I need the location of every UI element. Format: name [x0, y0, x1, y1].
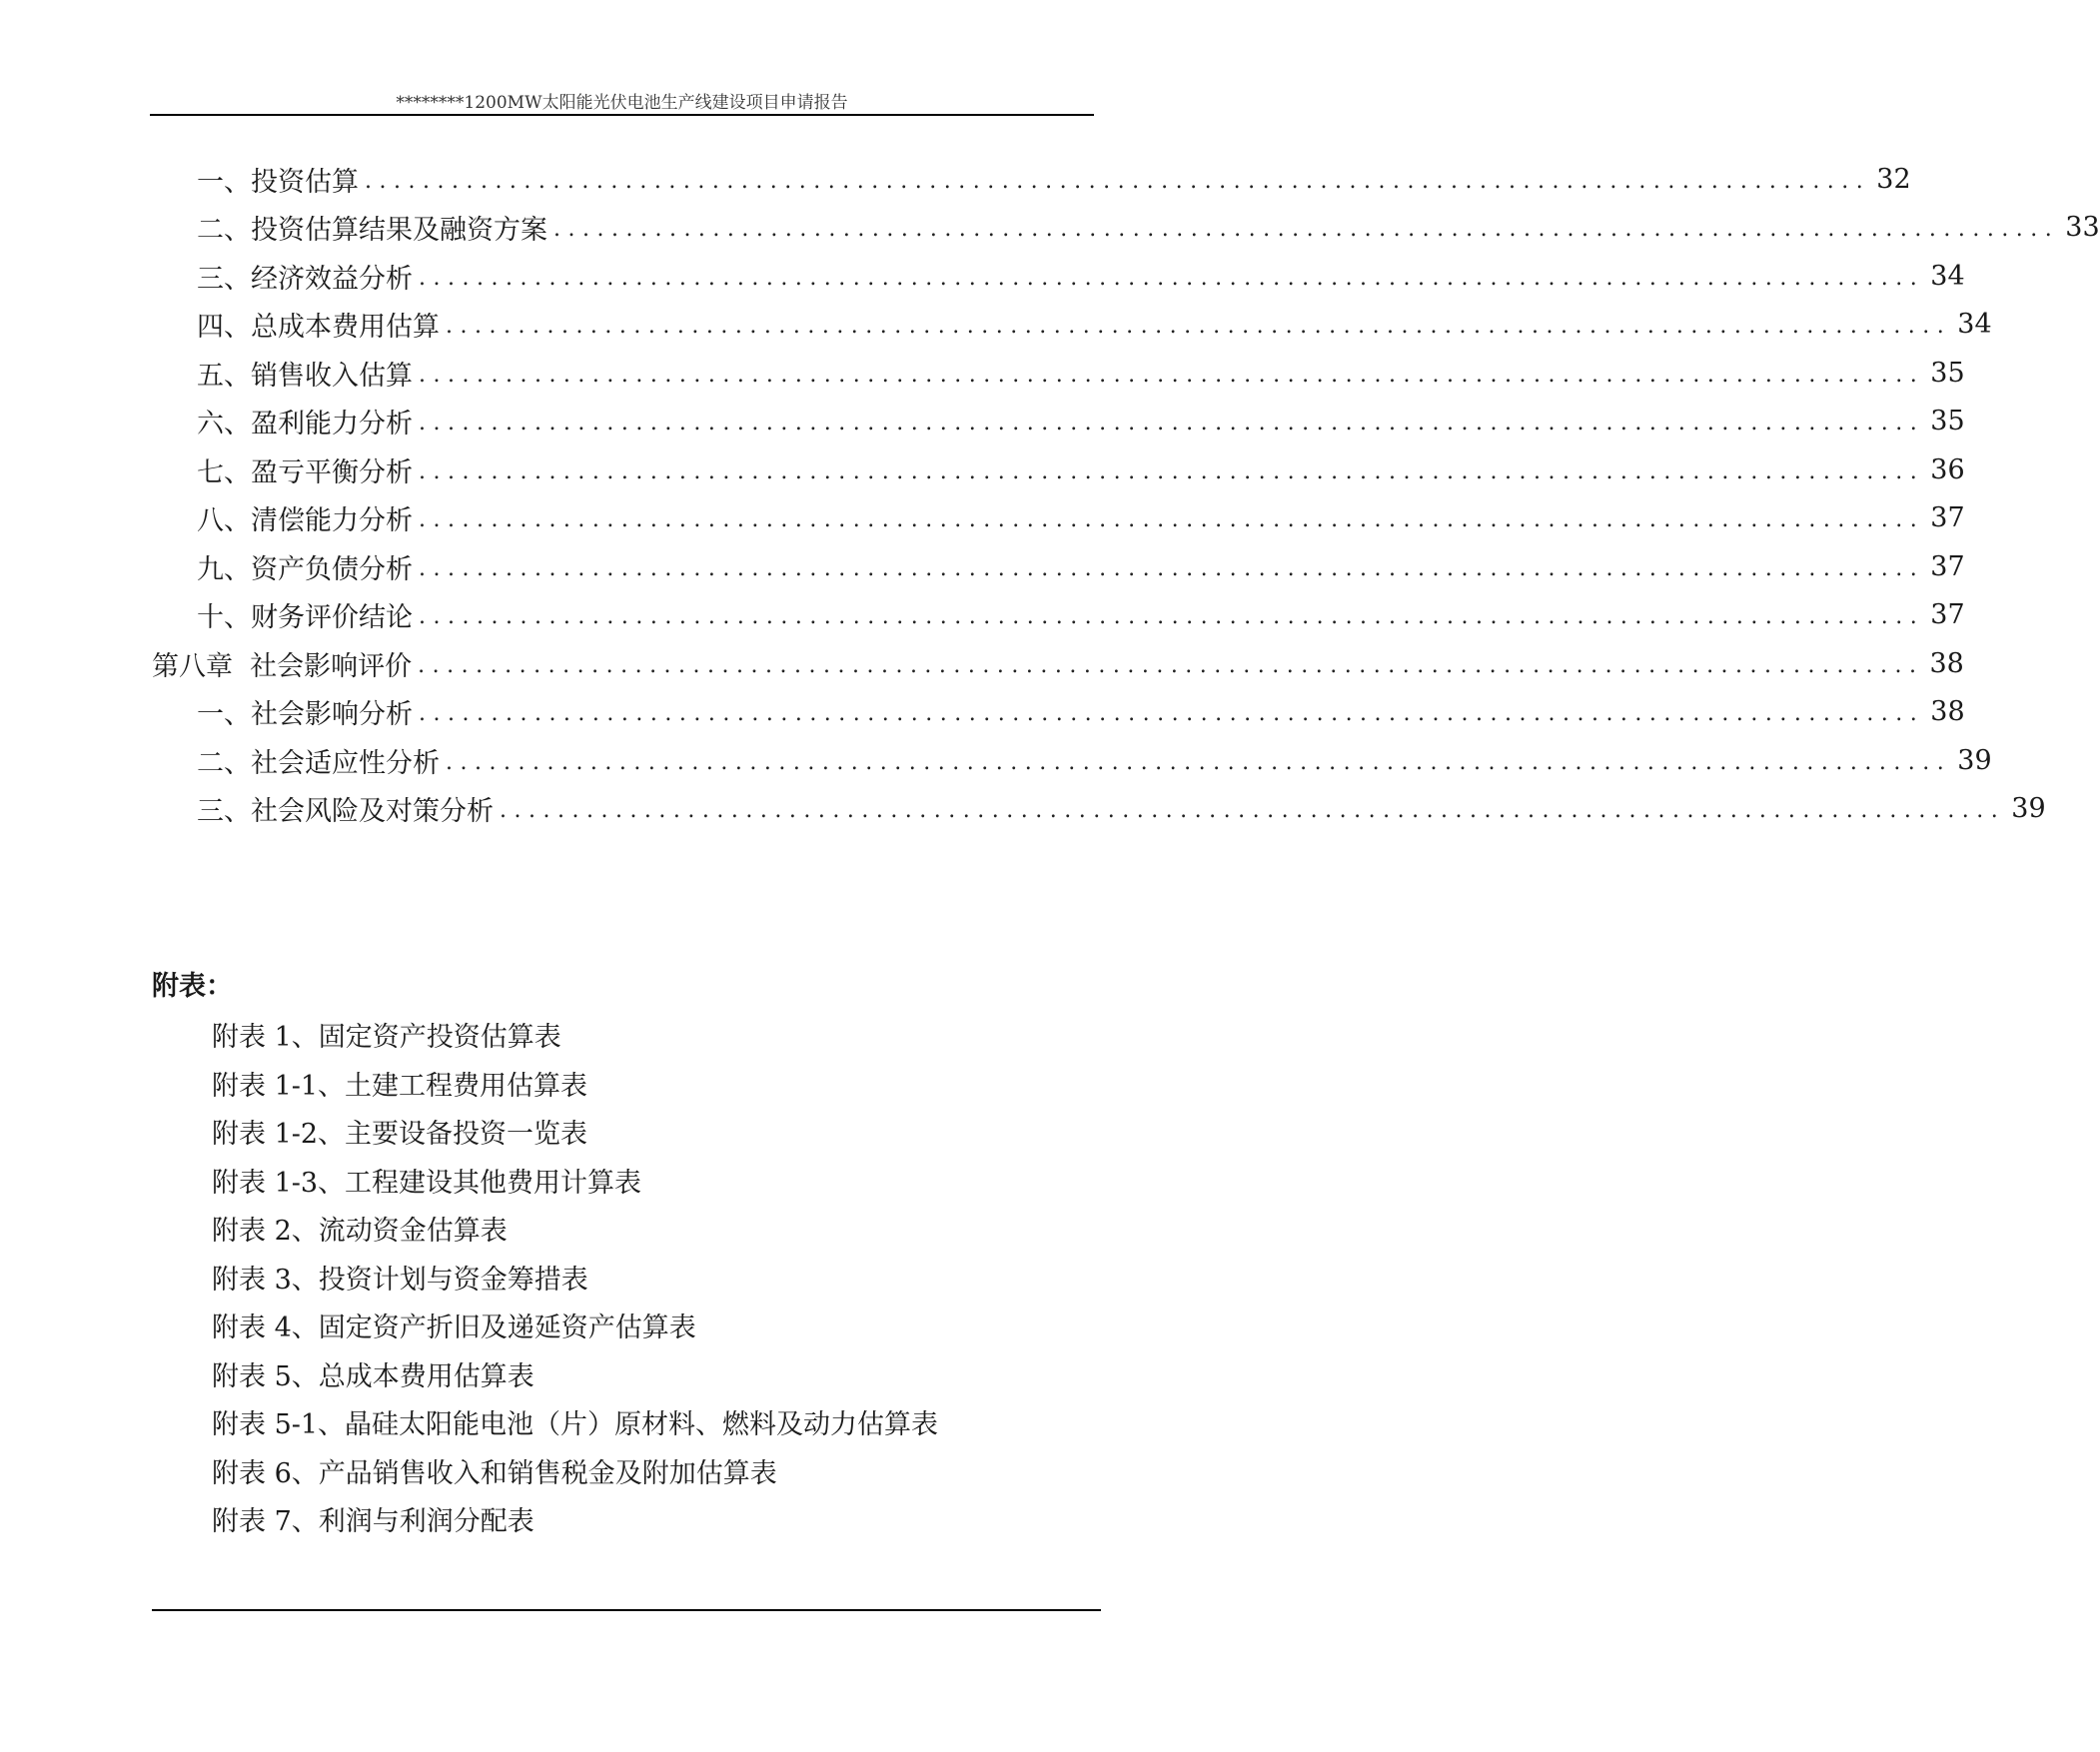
toc-entry[interactable]	[197, 588, 1965, 642]
toc-leader-dots: ........................................................................................................	[419, 507, 1925, 532]
toc-entry-label: 四、总成本费用估算	[197, 312, 440, 343]
toc-entry-label: 七、盈亏平衡分析	[197, 456, 413, 488]
toc-entry-page: 37	[1930, 599, 1965, 630]
toc-entry-label: 五、销售收入估算	[197, 360, 413, 392]
toc-leader-dots: ........................................................................................................	[365, 168, 1871, 194]
toc-leader-dots: ........................................................................................................	[419, 604, 1925, 629]
toc-entry[interactable]	[197, 298, 1992, 352]
toc-entry-label: 八、清偿能力分析	[197, 505, 413, 536]
toc-entry-page: 38	[1929, 647, 1964, 679]
toc-leader-dots: ........................................................................................................	[419, 362, 1925, 388]
toc-leader-dots: ........................................................................................................	[419, 555, 1925, 581]
toc-entry-page: 32	[1876, 163, 1911, 195]
appendix-item: 附表 1-3、工程建设其他费用计算表	[212, 1167, 642, 1199]
toc-leader-dots: ........................................................................................................	[446, 314, 1952, 339]
toc-entry[interactable]	[197, 442, 1965, 496]
toc-entry-page: 39	[2011, 793, 2046, 824]
toc-leader-dots: ........................................................................................................	[500, 798, 2006, 823]
toc-entry[interactable]	[197, 782, 2046, 836]
appendix-item: 附表 5-1、晶硅太阳能电池（片）原材料、燃料及动力估算表	[212, 1409, 939, 1440]
toc-entry-page: 38	[1930, 696, 1965, 727]
toc-entry-page: 35	[1930, 357, 1965, 389]
toc-leader-dots: ........................................................................................................	[419, 265, 1925, 291]
toc-entry-page: 34	[1957, 309, 1992, 340]
toc-entry-label: 九、资产负债分析	[197, 553, 413, 585]
toc-entry-label: 一、投资估算	[197, 166, 359, 198]
toc-entry[interactable]	[197, 733, 1992, 787]
toc-entry-label: 三、社会风险及对策分析	[197, 796, 494, 827]
toc-entry-page: 33	[2065, 212, 2100, 243]
appendix-item: 附表 1-2、主要设备投资一览表	[212, 1119, 588, 1150]
toc-entry-page: 36	[1930, 453, 1965, 485]
toc-entry-page: 37	[1930, 502, 1965, 533]
toc-entry[interactable]	[197, 201, 2100, 255]
appendix-item: 附表 6、产品销售收入和销售税金及附加估算表	[212, 1457, 777, 1489]
toc-entry[interactable]	[197, 249, 1965, 303]
toc-entry[interactable]	[197, 346, 1965, 400]
toc-leader-dots: ........................................................................................................	[418, 652, 1924, 678]
appendix-item: 附表 1-1、土建工程费用估算表	[212, 1070, 588, 1102]
appendix-item: 附表 4、固定资产折旧及递延资产估算表	[212, 1313, 696, 1343]
toc-leader-dots: ........................................................................................................	[553, 217, 2060, 242]
toc-entry[interactable]	[197, 491, 1965, 545]
toc-leader-dots: ........................................................................................................	[419, 411, 1925, 436]
toc-entry-label: 六、盈利能力分析	[197, 409, 413, 439]
appendix-item: 附表 1、固定资产投资估算表	[212, 1022, 561, 1053]
toc-entry[interactable]	[197, 152, 1911, 206]
toc-entry[interactable]	[197, 539, 1965, 593]
toc-entry-label: 一、社会影响分析	[197, 699, 413, 730]
toc-leader-dots: ........................................................................................................	[419, 458, 1925, 484]
toc-leader-dots: ........................................................................................................	[446, 749, 1952, 775]
appendix-item: 附表 5、总成本费用估算表	[212, 1360, 534, 1392]
toc-entry[interactable]	[197, 395, 1965, 448]
appendix-item: 附表 3、投资计划与资金筹措表	[212, 1264, 588, 1296]
header-divider	[150, 114, 1094, 116]
appendix-heading: 附表：	[152, 971, 233, 1002]
appendix-item: 附表 2、流动资金估算表	[212, 1216, 508, 1247]
toc-entry-page: 39	[1957, 744, 1992, 776]
toc-entry-page: 35	[1930, 406, 1965, 437]
document-header-title: ********1200MW太阳能光伏电池生产线建设项目申请报告	[396, 93, 848, 113]
footer-divider	[152, 1609, 1101, 1611]
toc-entry-label: 二、社会适应性分析	[197, 747, 440, 779]
toc-entry[interactable]	[197, 685, 1965, 739]
toc-leader-dots: ........................................................................................................	[419, 701, 1925, 726]
toc-entry-label: 第八章 社会影响评价	[152, 650, 413, 682]
toc-entry-label: 三、经济效益分析	[197, 263, 413, 295]
toc-chapter-entry[interactable]	[152, 636, 1964, 690]
toc-entry-page: 34	[1930, 260, 1965, 292]
toc-entry-label: 十、财务评价结论	[197, 602, 413, 633]
toc-entry-label: 二、投资估算结果及融资方案	[197, 215, 547, 246]
appendix-item: 附表 7、利润与利润分配表	[212, 1506, 534, 1537]
toc-entry-page: 37	[1930, 550, 1965, 582]
